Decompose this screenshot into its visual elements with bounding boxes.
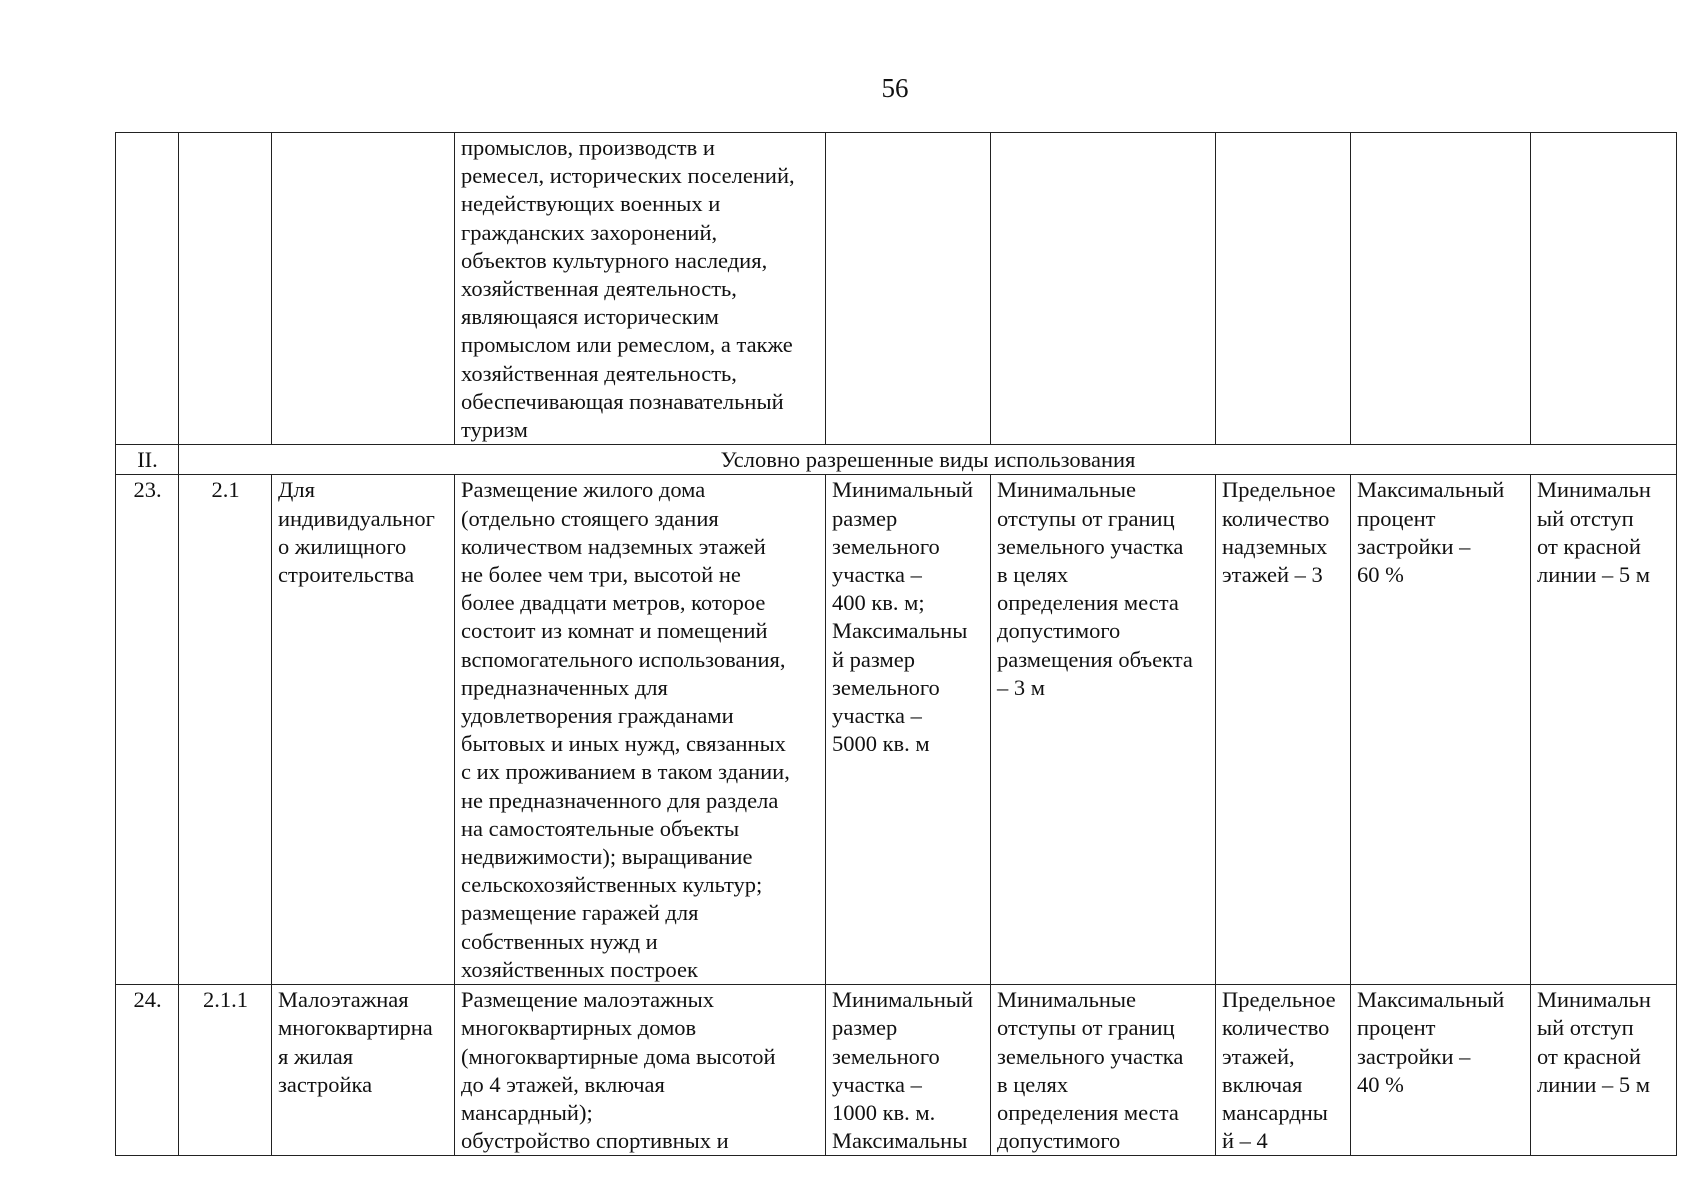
land-use-regulations-table bbox=[115, 132, 1677, 1156]
cell-use-name: Малоэтажная многоквартирна я жилая застройка bbox=[272, 985, 455, 1156]
table-row bbox=[116, 475, 1677, 985]
cell-row-number: 23. bbox=[116, 475, 179, 985]
section-number: II. bbox=[116, 445, 179, 475]
table-row-continuation bbox=[116, 133, 1677, 445]
cell-empty bbox=[1351, 133, 1531, 445]
cell-plot-size: Минимальный размер земельного участка – 400 кв. м; Максимальны й размер земельного участка – 5000 кв. м bbox=[826, 475, 991, 985]
cell-empty bbox=[826, 133, 991, 445]
section-header-row bbox=[116, 445, 1677, 475]
cell-setbacks: Минимальные отступы от границ земельного участка в целях определения места допустимого размещения объекта – 3 м bbox=[991, 475, 1216, 985]
cell-empty bbox=[116, 133, 179, 445]
section-title: Условно разрешенные виды использования bbox=[179, 445, 1677, 475]
table-row bbox=[116, 985, 1677, 1156]
page-number: 56 bbox=[881, 73, 909, 103]
cell-empty bbox=[991, 133, 1216, 445]
cell-empty bbox=[272, 133, 455, 445]
cell-floors: Предельное количество надземных этажей – 3 bbox=[1216, 475, 1351, 985]
cell-red-line-setback: Минимальн ый отступ от красной линии – 5 м bbox=[1531, 475, 1677, 985]
cell-use-code: 2.1.1 bbox=[179, 985, 272, 1156]
cell-description: Размещение жилого дома (отдельно стоящего здания количеством надземных этажей не более чем три, высотой не более двадцати метров, которое состоит из комнат и помещений вспомогательного использования, предназначенных для удовлетворения гражданами бытовых и иных нужд, связанных с их проживанием в таком здании, не предназначенного для раздела на самостоятельные объекты недвижимости); выращивание сельскохозяйственных культур; размещение гаражей для собственных нужд и хозяйственных построек bbox=[455, 475, 826, 985]
cell-plot-size: Минимальный размер земельного участка – 1000 кв. м. Максимальны bbox=[826, 985, 991, 1156]
cell-red-line-setback: Минимальн ый отступ от красной линии – 5 м bbox=[1531, 985, 1677, 1156]
cell-setbacks: Минимальные отступы от границ земельного участка в целях определения места допустимого bbox=[991, 985, 1216, 1156]
cell-empty bbox=[179, 133, 272, 445]
cell-description: промыслов, производств и ремесел, исторических поселений, недействующих военных и гражданских захоронений, объектов культурного наследия, хозяйственная деятельность, являющаяся историческим промыслом или ремеслом, а также хозяйственная деятельность, обеспечивающая познавательный туризм bbox=[455, 133, 826, 445]
cell-description: Размещение малоэтажных многоквартирных домов (многоквартирные дома высотой до 4 этажей, включая мансардный); обустройство спортивных и bbox=[455, 985, 826, 1156]
cell-use-code: 2.1 bbox=[179, 475, 272, 985]
cell-coverage: Максимальный процент застройки – 60 % bbox=[1351, 475, 1531, 985]
cell-coverage: Максимальный процент застройки – 40 % bbox=[1351, 985, 1531, 1156]
cell-floors: Предельное количество этажей, включая мансардны й – 4 bbox=[1216, 985, 1351, 1156]
cell-empty bbox=[1216, 133, 1351, 445]
cell-empty bbox=[1531, 133, 1677, 445]
cell-row-number: 24. bbox=[116, 985, 179, 1156]
cell-use-name: Для индивидуальног о жилищного строительства bbox=[272, 475, 455, 985]
